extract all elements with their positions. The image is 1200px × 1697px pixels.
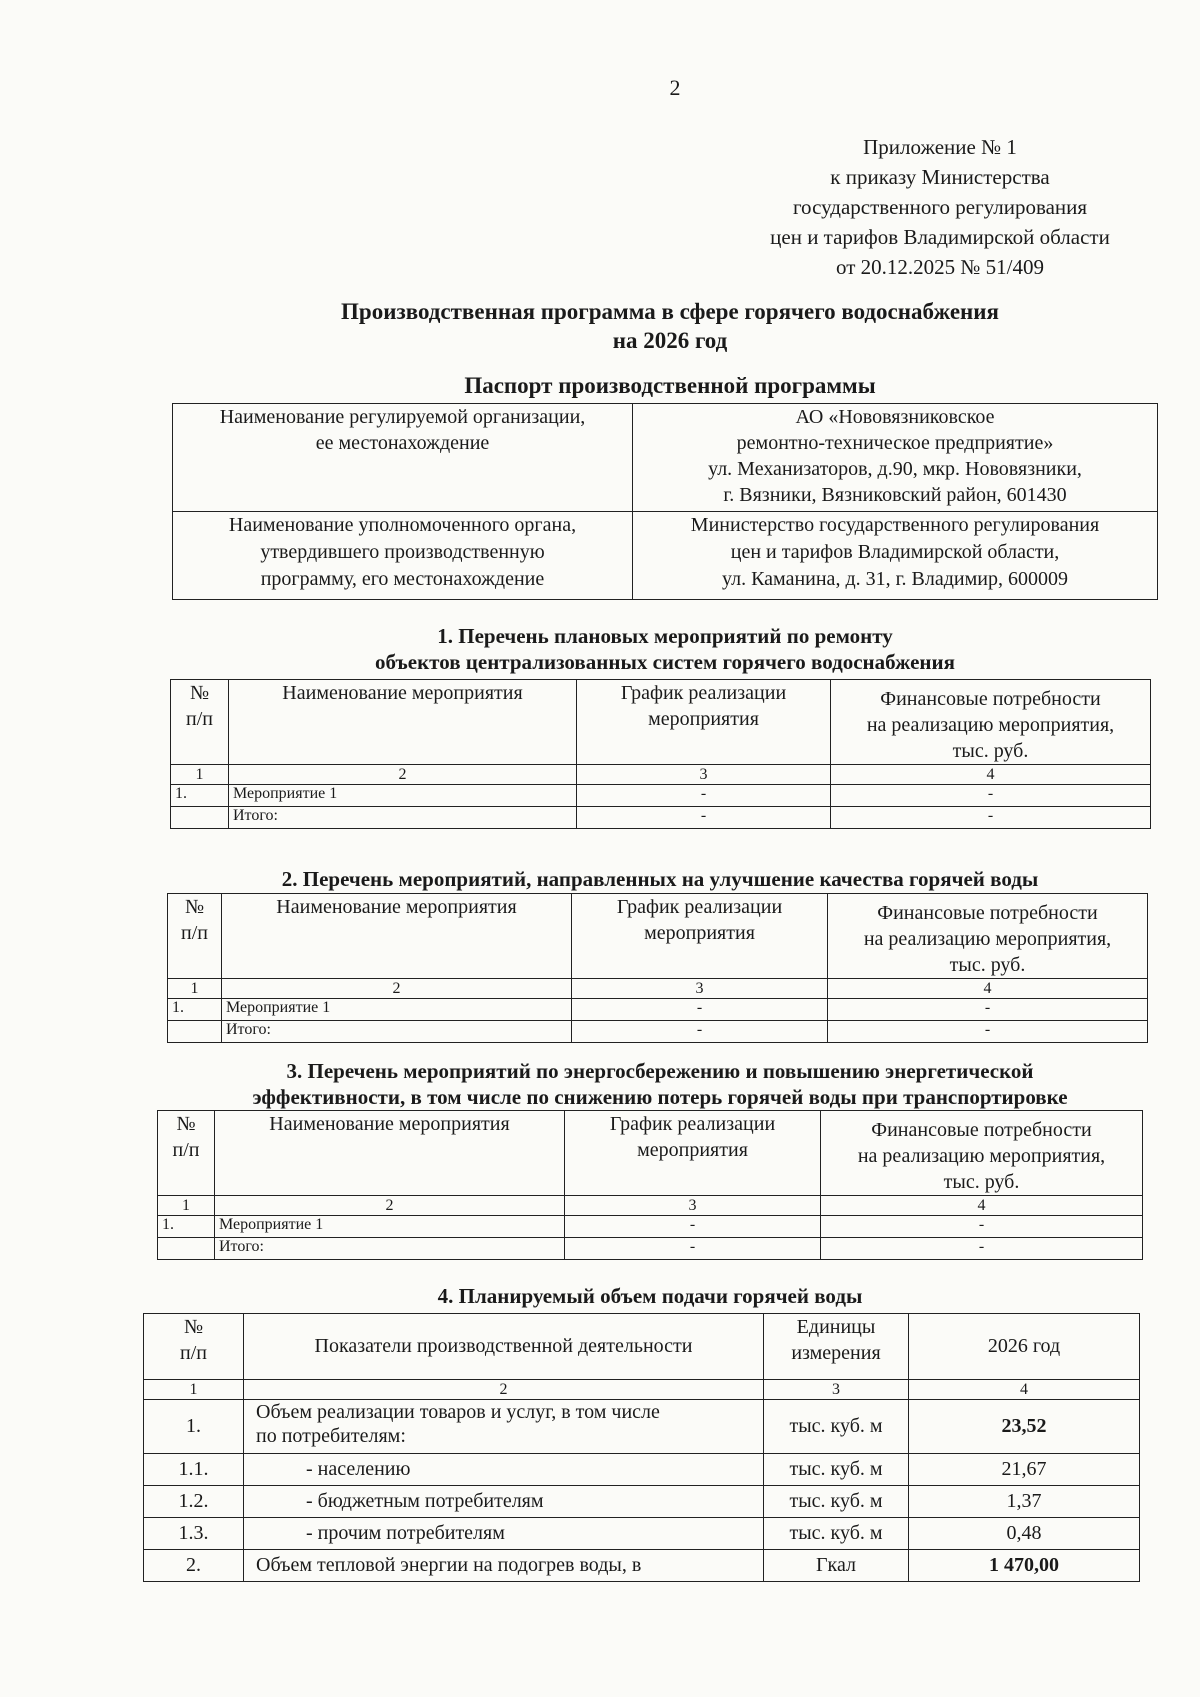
- header-finance: [821, 1111, 1143, 1196]
- title-line: на 2026 год: [612, 328, 728, 353]
- text-line: на реализацию мероприятия,: [863, 928, 1112, 950]
- row-num: 2.: [144, 1550, 244, 1582]
- appendix-header: [720, 132, 1160, 282]
- row-schedule: -: [572, 1021, 828, 1043]
- section-2-title: 2. Перечень мероприятий, направленных на улучшение качества горячей воды: [281, 867, 1039, 891]
- text-line: Финансовые потребности: [880, 688, 1101, 710]
- text-line: объектов централизованных систем горячего водоснабжения: [375, 650, 955, 674]
- passport-row-organization: [173, 404, 1158, 512]
- row-total-label: Итого:: [215, 1238, 565, 1260]
- text-line: на реализацию мероприятия,: [866, 714, 1115, 736]
- column-numbers-row: [171, 765, 1151, 785]
- row-finance: -: [828, 1021, 1148, 1043]
- column-number: 4: [821, 1196, 1143, 1216]
- row-indicator: - населению: [244, 1454, 764, 1486]
- row-num: 1.1.: [144, 1454, 244, 1486]
- row-schedule: -: [572, 999, 828, 1021]
- header-num: [144, 1314, 244, 1380]
- header-name: Наименование мероприятия: [222, 894, 572, 979]
- row-finance: -: [821, 1216, 1143, 1238]
- column-numbers-row: [144, 1380, 1140, 1400]
- header-name: Наименование мероприятия: [229, 680, 577, 765]
- text-line: программу, его местонахождение: [260, 568, 545, 590]
- text-line: г. Вязники, Вязниковский район, 601430: [723, 484, 1067, 506]
- table-header-row: [171, 680, 1151, 765]
- text-line: ее местонахождение: [315, 432, 490, 454]
- text-line: ул. Механизаторов, д.90, мкр. Нововязники,: [708, 458, 1082, 480]
- text-line: мероприятия: [648, 708, 759, 730]
- text-line: тыс. руб.: [943, 1171, 1020, 1193]
- column-number: 3: [565, 1196, 821, 1216]
- header-finance: [831, 680, 1151, 765]
- column-numbers-row: [158, 1196, 1143, 1216]
- passport-heading: Паспорт производственной программы: [464, 373, 876, 398]
- text-line: мероприятия: [637, 1139, 748, 1161]
- table-row: [171, 785, 1151, 807]
- row-finance: -: [831, 785, 1151, 807]
- row-indicator: - бюджетным потребителям: [244, 1486, 764, 1518]
- row-finance: -: [831, 807, 1151, 829]
- table-row: [144, 1400, 1140, 1454]
- text-line: Министерство государственного регулирования: [690, 514, 1100, 536]
- section-1-title: [170, 623, 1160, 675]
- row-value: 23,52: [909, 1400, 1140, 1454]
- header-schedule: [565, 1111, 821, 1196]
- row-num: [168, 1021, 222, 1043]
- row-num: 1.: [158, 1216, 215, 1238]
- table-row: [144, 1486, 1140, 1518]
- text-line: ремонтно-техническое предприятие»: [736, 432, 1054, 454]
- text-line: АО «Нововязниковское: [795, 406, 995, 428]
- table-row: [158, 1216, 1143, 1238]
- table-row-total: [171, 807, 1151, 829]
- row-schedule: -: [565, 1216, 821, 1238]
- text-line: ул. Каманина, д. 31, г. Владимир, 600009: [722, 568, 1068, 590]
- appendix-line: государственного регулирования: [792, 195, 1088, 219]
- column-number: 3: [577, 765, 831, 785]
- header-year: 2026 год: [909, 1314, 1140, 1380]
- appendix-line: цен и тарифов Владимирской области: [770, 225, 1110, 249]
- table-header-row: [144, 1314, 1140, 1380]
- row-value: 1,37: [909, 1486, 1140, 1518]
- title-line: Производственная программа в сфере горячего водоснабжения: [341, 299, 999, 324]
- header-name: Наименование мероприятия: [215, 1111, 565, 1196]
- text-line: 3. Перечень мероприятий по энергосбережению и повышению энергетической: [286, 1059, 1034, 1083]
- row-num: 1.: [144, 1400, 244, 1454]
- text-line: п/п: [172, 1139, 200, 1161]
- column-number: 3: [572, 979, 828, 999]
- text-line: мероприятия: [644, 922, 755, 944]
- row-value: 21,67: [909, 1454, 1140, 1486]
- column-number: 4: [828, 979, 1148, 999]
- text-line: Наименование уполномоченного органа,: [228, 514, 577, 536]
- text-line: измерения: [791, 1342, 881, 1364]
- header-finance: [828, 894, 1148, 979]
- text-line: на реализацию мероприятия,: [857, 1145, 1106, 1167]
- header-num: [168, 894, 222, 979]
- row-num: 1.3.: [144, 1518, 244, 1550]
- text-line: цен и тарифов Владимирской области,: [730, 541, 1060, 563]
- column-number: 1: [171, 765, 229, 785]
- passport-value: [633, 512, 1158, 600]
- table-row: [144, 1518, 1140, 1550]
- text-line: п/п: [180, 1342, 207, 1364]
- document-title: [0, 297, 1200, 355]
- column-number: 4: [909, 1380, 1140, 1400]
- text-line: Единицы: [796, 1316, 876, 1338]
- column-number: 2: [222, 979, 572, 999]
- text-line: п/п: [181, 922, 208, 944]
- passport-label: [173, 512, 633, 600]
- table-header-row: [158, 1111, 1143, 1196]
- header-schedule: [577, 680, 831, 765]
- text-line: тыс. руб.: [949, 954, 1026, 976]
- table-row: [168, 999, 1148, 1021]
- row-indicator: - прочим потребителям: [244, 1518, 764, 1550]
- passport-row-authority: [173, 512, 1158, 600]
- column-number: 2: [244, 1380, 764, 1400]
- table-row-total: [158, 1238, 1143, 1260]
- text-line: по потребителям:: [256, 1425, 406, 1447]
- volume-table: [143, 1313, 1140, 1582]
- table-row: [144, 1550, 1140, 1582]
- text-line: №: [189, 682, 210, 704]
- header-indicator: Показатели производственной деятельности: [244, 1314, 764, 1380]
- text-line: Объем реализации товаров и услуг, в том числе: [256, 1401, 660, 1423]
- header-num: [171, 680, 229, 765]
- row-unit: Гкал: [764, 1550, 909, 1582]
- row-value: 0,48: [909, 1518, 1140, 1550]
- row-num: 1.2.: [144, 1486, 244, 1518]
- table-row: [144, 1454, 1140, 1486]
- passport-table: [172, 403, 1158, 600]
- text-line: График реализации: [620, 682, 787, 704]
- text-line: №: [176, 1113, 196, 1135]
- row-name: Мероприятие 1: [229, 785, 577, 807]
- column-number: 3: [764, 1380, 909, 1400]
- column-numbers-row: [168, 979, 1148, 999]
- section-3-table: [157, 1110, 1143, 1260]
- row-unit: тыс. куб. м: [764, 1518, 909, 1550]
- header-schedule: [572, 894, 828, 979]
- passport-value: [633, 404, 1158, 512]
- text-line: №: [183, 1316, 204, 1338]
- row-name: Мероприятие 1: [215, 1216, 565, 1238]
- section-1-table: [170, 679, 1151, 829]
- text-line: утвердившего производственную: [260, 541, 545, 563]
- text-line: Финансовые потребности: [871, 1119, 1092, 1141]
- appendix-line: к приказу Министерства: [830, 165, 1050, 189]
- text-line: График реализации: [609, 1113, 776, 1135]
- section-2-table: [167, 893, 1148, 1043]
- row-indicator: [244, 1400, 764, 1454]
- row-total-label: Итого:: [222, 1021, 572, 1043]
- section-3-title: [160, 1058, 1160, 1110]
- column-number: 1: [168, 979, 222, 999]
- row-indicator: Объем тепловой энергии на подогрев воды, в: [244, 1550, 764, 1582]
- column-number: 2: [215, 1196, 565, 1216]
- column-number: 1: [144, 1380, 244, 1400]
- row-finance: -: [828, 999, 1148, 1021]
- column-number: 2: [229, 765, 577, 785]
- row-unit: тыс. куб. м: [764, 1454, 909, 1486]
- header-unit: [764, 1314, 909, 1380]
- text-line: эффективности, в том числе по снижению потерь горячей воды при транспортировке: [252, 1085, 1068, 1109]
- row-num: 1.: [171, 785, 229, 807]
- row-schedule: -: [577, 785, 831, 807]
- column-number: 4: [831, 765, 1151, 785]
- passport-label: [173, 404, 633, 512]
- row-name: Мероприятие 1: [222, 999, 572, 1021]
- header-num: [158, 1111, 215, 1196]
- text-line: тыс. руб.: [952, 740, 1029, 762]
- row-num: [171, 807, 229, 829]
- appendix-line: от 20.12.2025 № 51/409: [835, 255, 1045, 279]
- table-row-total: [168, 1021, 1148, 1043]
- section-4-title: 4. Планируемый объем подачи горячей воды: [437, 1284, 863, 1308]
- row-schedule: -: [565, 1238, 821, 1260]
- text-line: Наименование регулируемой организации,: [219, 406, 586, 428]
- row-finance: -: [821, 1238, 1143, 1260]
- row-unit: тыс. куб. м: [764, 1486, 909, 1518]
- text-line: п/п: [186, 708, 213, 730]
- column-number: 1: [158, 1196, 215, 1216]
- row-schedule: -: [577, 807, 831, 829]
- table-header-row: [168, 894, 1148, 979]
- row-num: 1.: [168, 999, 222, 1021]
- text-line: 1. Перечень плановых мероприятий по ремонту: [437, 624, 893, 648]
- row-value: 1 470,00: [909, 1550, 1140, 1582]
- row-total-label: Итого:: [229, 807, 577, 829]
- text-line: №: [184, 896, 205, 918]
- text-line: Финансовые потребности: [877, 902, 1098, 924]
- row-unit: тыс. куб. м: [764, 1400, 909, 1454]
- row-num: [158, 1238, 215, 1260]
- appendix-line: Приложение № 1: [863, 135, 1017, 159]
- text-line: График реализации: [616, 896, 783, 918]
- page-number: 2: [669, 75, 681, 100]
